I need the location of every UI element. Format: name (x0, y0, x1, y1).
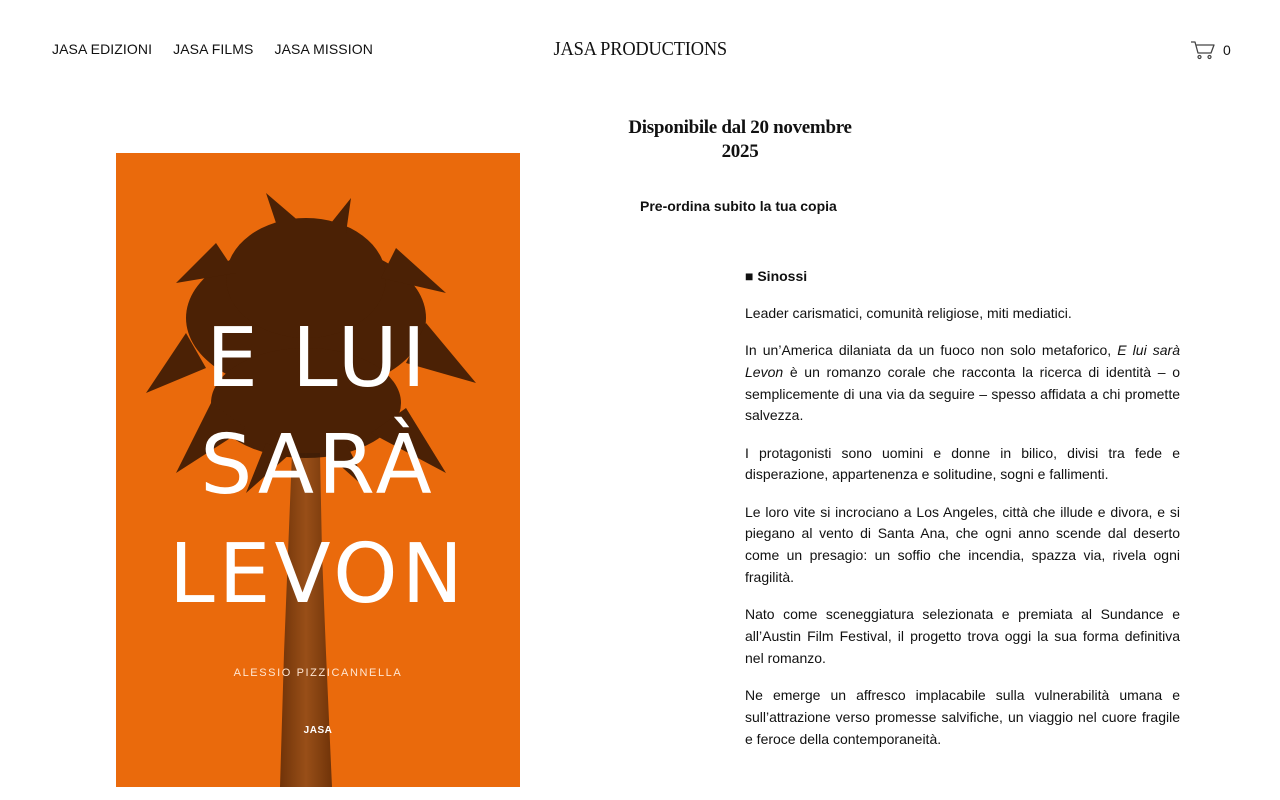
nav-jasa-edizioni[interactable]: JASA EDIZIONI (52, 41, 153, 57)
book-cover-image (116, 153, 520, 787)
synopsis-section (745, 266, 1180, 766)
synopsis-text: In un’America dilaniata da un fuoco non solo metaforico, (745, 341, 1118, 358)
availability-heading (610, 116, 870, 164)
cover-title-line-1: E LUI (206, 311, 430, 406)
synopsis-paragraph: Le loro vite si incrociano a Los Angeles, città che illude e divora, e si piegano al vento di Santa Ana, che ogni anno scende dal deserto come un presagio: un soffio che incendia, spazza via, rivela ogni fragilità. (745, 503, 1180, 585)
cart-icon (1190, 40, 1216, 60)
cover-title-line-3: LEVON (168, 527, 468, 622)
synopsis-paragraph: Leader carismatici, comunità religiose, miti mediatici. (745, 304, 1072, 321)
synopsis-text: è un romanzo corale che racconta la ricerca di identità – o semplicemente di una via da seguire – spesso affidata a chi promette salvezza. (745, 363, 1180, 424)
cart-count: 0 (1223, 42, 1231, 58)
cart-button[interactable] (1190, 40, 1231, 60)
cover-author: ALESSIO PIZZICANNELLA (233, 667, 403, 679)
synopsis-heading: ■ Sinossi (745, 268, 808, 284)
nav-jasa-films[interactable]: JASA FILMS (173, 41, 254, 57)
nav-jasa-mission[interactable]: JASA MISSION (274, 41, 373, 57)
availability-line-1: Disponibile dal 20 novembre (628, 117, 852, 138)
synopsis-paragraph: I protagonisti sono uomini e donne in bilico, divisi tra fede e disperazione, appartenenza e solitudine, sogni e fallimenti. (745, 444, 1180, 483)
site-logo[interactable] (0, 38, 1280, 61)
synopsis-paragraph: Nato come sceneggiatura selezionata e premiata al Sundance e all’Austin Film Festival, il progetto trova oggi la sua forma definitiva nel romanzo. (745, 606, 1180, 666)
synopsis-paragraph: Ne emerge un affresco implacabile sulla vulnerabilità umana e sull’attrazione verso promesse salvifiche, un viaggio nel cuore fragile e feroce della contemporaneità. (745, 686, 1180, 747)
synopsis-paragraph (745, 340, 1180, 427)
site-logo-text[interactable]: JASA PRODUCTIONS (553, 38, 727, 60)
availability-line-2: 2025 (721, 141, 759, 162)
cover-publisher-logo: JASA (303, 725, 333, 736)
cover-title-line-2: SARÀ (200, 418, 436, 513)
preorder-link[interactable]: Pre-ordina subito la tua copia (640, 198, 837, 214)
book-title-italic: E lui sarà Levon (745, 341, 1181, 380)
